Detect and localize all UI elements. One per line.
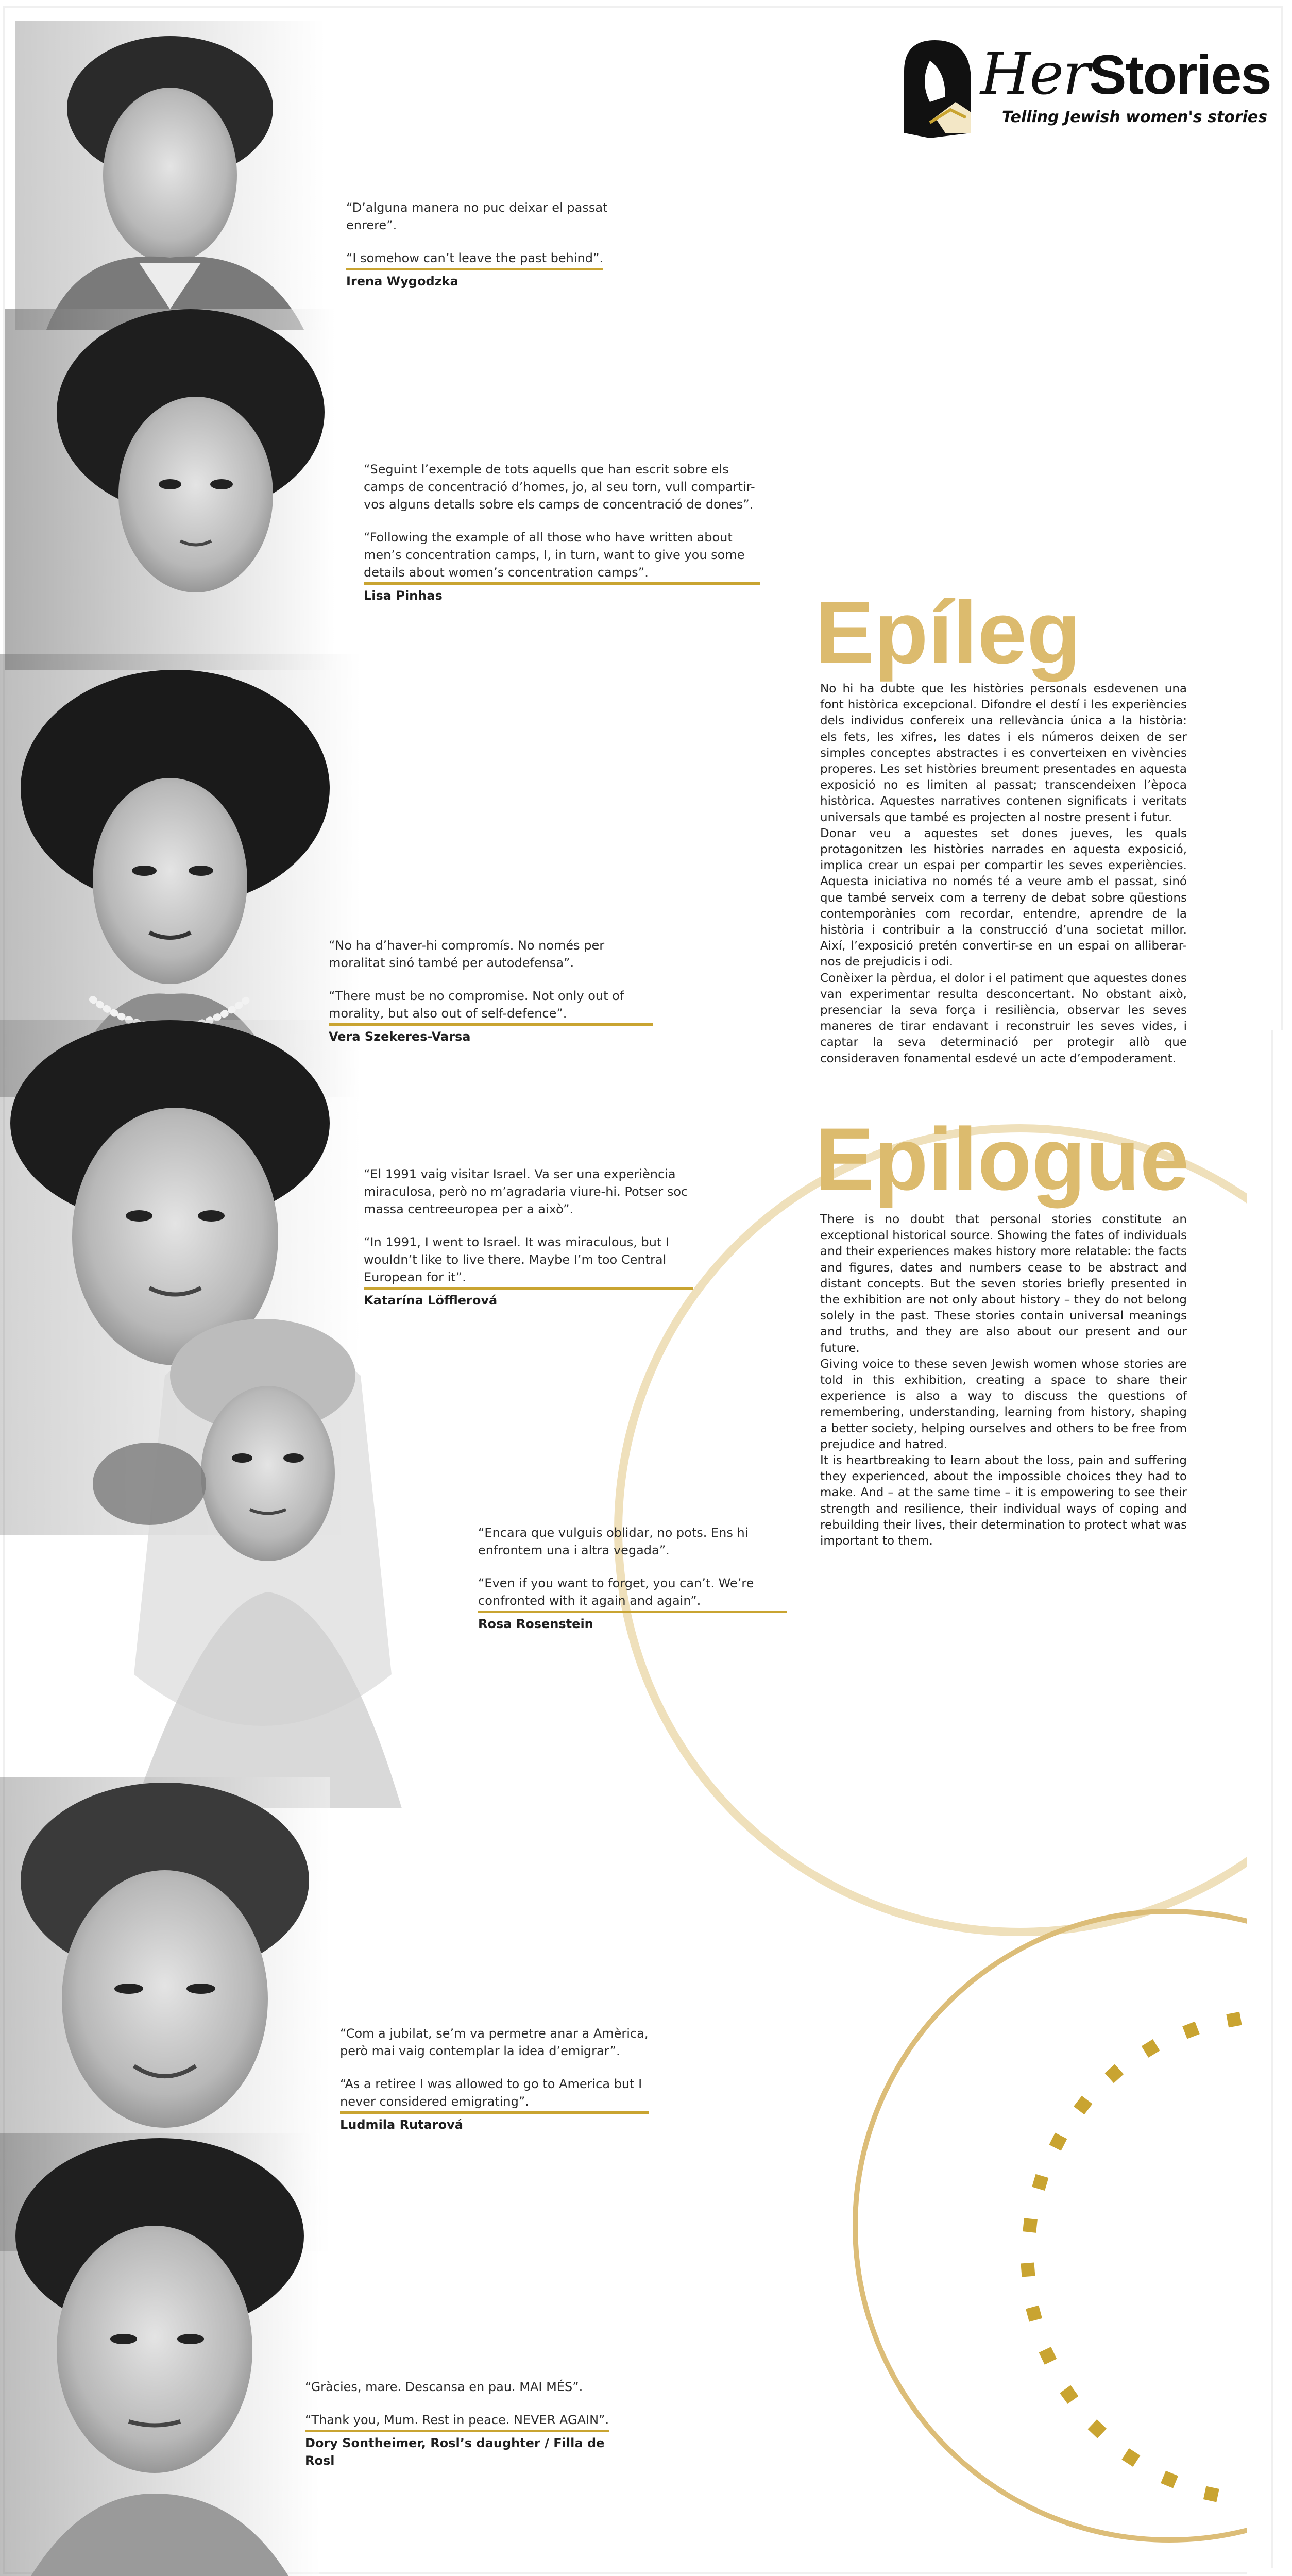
arc-dot (1161, 2471, 1178, 2488)
arc-dot (1023, 2218, 1038, 2233)
arc-dot (1226, 2012, 1242, 2027)
quote-rosa-rosenstein (478, 1524, 787, 1633)
portrait-lisa-pinhas (5, 309, 335, 670)
epileg-paragraph: No hi ha dubte que les històries personals esdevenen una font històrica excepcional. Difondre el destí i les experiències dels individus confereix una rellevància única a la història: els fets, les xifres, les dates i els números deixen de ser simples conceptes abstractes i es converteixen en vivències properes. Les set històries breument presentades en aquesta exposició no es limiten al passat; transcendeixen l’època històrica. Aquestes narratives contenen significats i veritats universals que també es projecten al nostre present i futur. (820, 682, 1187, 824)
quote-author: Vera Szekeres-Varsa (329, 1029, 471, 1044)
arc-dot (1039, 2347, 1057, 2365)
quote-author: Katarína Löfflerová (364, 1293, 498, 1308)
arc-dot (1074, 2096, 1092, 2114)
lower-circle-outline (855, 1911, 1292, 2540)
arc-dot (1087, 2419, 1107, 2438)
quote-english: “Following the example of all those who have written about men’s concentration camps, I, in turn, want to give you some details about women’s concentration camps”. (364, 529, 760, 585)
quote-author: Dory Sontheimer, Rosl’s daughter / Filla de Rosl (305, 2436, 605, 2468)
quote-english: “I somehow can’t leave the past behind”. (346, 249, 603, 270)
quote-english: “Thank you, Mum. Rest in peace. NEVER AGAIN”. (305, 2411, 609, 2432)
brand-her: Her (980, 41, 1090, 108)
arc-dot (1142, 2039, 1160, 2058)
portrait-rosa-rosenstein (72, 1314, 453, 1808)
quote-catalan: “Encara que vulguis oblidar, no pots. Ens hi enfrontem una i altra vegada”. (478, 1526, 749, 1557)
quote-catalan: “D’alguna manera no puc deixar el passat enrere”. (346, 200, 608, 232)
arc-dot (1105, 2064, 1124, 2083)
arc-dot (1021, 2263, 1035, 2277)
epilogue-title: Epilogue (815, 1110, 1189, 1209)
quote-katarina-lofflerova (364, 1165, 693, 1309)
arc-dot (1182, 2022, 1200, 2039)
epileg-body (820, 681, 1187, 1067)
quote-catalan: “Gràcies, mare. Descansa en pau. MAI MÉS”. (305, 2380, 583, 2394)
quote-dory-sontheimer (305, 2378, 624, 2469)
frame-edge (1271, 1030, 1273, 2568)
quote-catalan: “No ha d’haver-hi compromís. No només per moralitat sinó també per autodefensa”. (329, 938, 605, 970)
quote-english: “In 1991, I went to Israel. It was miraculous, but I wouldn’t like to live there. Maybe I’m too Central European for it”. (364, 1233, 693, 1290)
quote-ludmila-rutarova (340, 2025, 649, 2133)
silhouette-book-icon (899, 40, 976, 138)
arc-dot (1060, 2385, 1078, 2404)
quote-vera-szekeres-varsa (329, 937, 653, 1045)
epileg-paragraph: Donar veu a aquestes set dones jueves, les quals protagonitzen les històries narrades en aquesta exposició, implica crear un espai per compartir les seves experiències. Aquesta iniciativa no només té a veure amb el passat, sinó que també serveix com a terreny de debat sobre qüestions contemporànies com recordar, entendre, aprendre de la història i contribuir a la construcció d’una societat millor. Així, l’exposició pretén convertir-se en un espai on alliberar-nos de prejudicis i odi. (820, 826, 1187, 969)
arc-dot (1121, 2448, 1140, 2467)
quote-english: “As a retiree I was allowed to go to America but I never considered emigrating”. (340, 2075, 649, 2114)
quote-author: Rosa Rosenstein (478, 1617, 593, 1631)
epilogue-paragraph: Giving voice to these seven Jewish women whose stories are told in this exhibition, creating a space to share their experience is also a way to discuss the questions of remembering, understanding, learning from history, shaping a better society, helping ourselves and others to be free from prejudice and hatred. (820, 1357, 1187, 1451)
epilogue-paragraph: It is heartbreaking to learn about the loss, pain and suffering they experienced, about the impossible choices they had to make. And – at the same time – it is empowering to see their strength and resilience, their individual ways of coping and rebuilding their lives, their determination to protect what was important to them. (820, 1454, 1187, 1548)
arc-dot (1026, 2306, 1042, 2322)
quote-author: Irena Wygodzka (346, 274, 458, 289)
quote-english: “There must be no compromise. Not only out of morality, but also out of self-defence”. (329, 987, 653, 1026)
arc-dot (1203, 2486, 1219, 2502)
portrait-irena-wygodzka (15, 21, 325, 330)
arc-dot (1032, 2174, 1048, 2191)
quote-author: Lisa Pinhas (364, 588, 443, 603)
arc-dot (1049, 2133, 1067, 2151)
quote-lisa-pinhas (364, 461, 760, 604)
page-mask-right (1247, 1030, 1292, 2576)
brand-name (980, 43, 1271, 106)
logo-tagline: Telling Jewish women's stories (1002, 108, 1268, 126)
quote-catalan: “Com a jubilat, se’m va permetre anar a Amèrica, però mai vaig contemplar la idea d’emigrar”. (340, 2026, 649, 2058)
quote-irena-wygodzka (346, 199, 635, 290)
quote-author: Ludmila Rutarová (340, 2117, 463, 2132)
quote-catalan: “El 1991 vaig visitar Israel. Va ser una experiència miraculosa, però no m’agradaria viure-hi. Potser soc massa centreeuropea per a això”. (364, 1167, 688, 1216)
portrait-rosl-sontheimer (0, 2133, 319, 2576)
epileg-title: Epíleg (815, 583, 1081, 682)
quote-catalan: “Seguint l’exemple de tots aquells que han escrit sobre els camps de concentració d’homes, jo, al seu torn, vull compartir-vos alguns detalls sobre els camps de concentració de dones”. (364, 462, 755, 512)
quote-english: “Even if you want to forget, you can’t. We’re confronted with it again and again”. (478, 1574, 787, 1613)
brand-stories: Stories (1089, 43, 1271, 106)
dotted-arc (1021, 2010, 1285, 2502)
epilogue-paragraph: There is no doubt that personal stories constitute an exceptional historical source. Showing the fates of individuals and their experiences makes history more relatable: the facts and figures, dates and numbers cease to be abstract and distant concepts. But the seven stories briefly presented in the exhibition are not only about history – they do not belong solely in the past. These stories contain universal meanings and truths, and they are also about our present and our future. (820, 1213, 1187, 1355)
herstories-logo (899, 40, 1271, 143)
epilogue-body (820, 1212, 1187, 1549)
epileg-paragraph: Conèixer la pèrdua, el dolor i el patiment que aquestes dones van experimentar resulta desconcertant. No obstant això, presenciar la seva força i resiliència, observar les seves maneres de tirar endavant i reconstruir les seves vides, i captar la seva determinació per protegir allò que consideraven fonamental esdevé un acte d’empoderament. (820, 971, 1187, 1065)
